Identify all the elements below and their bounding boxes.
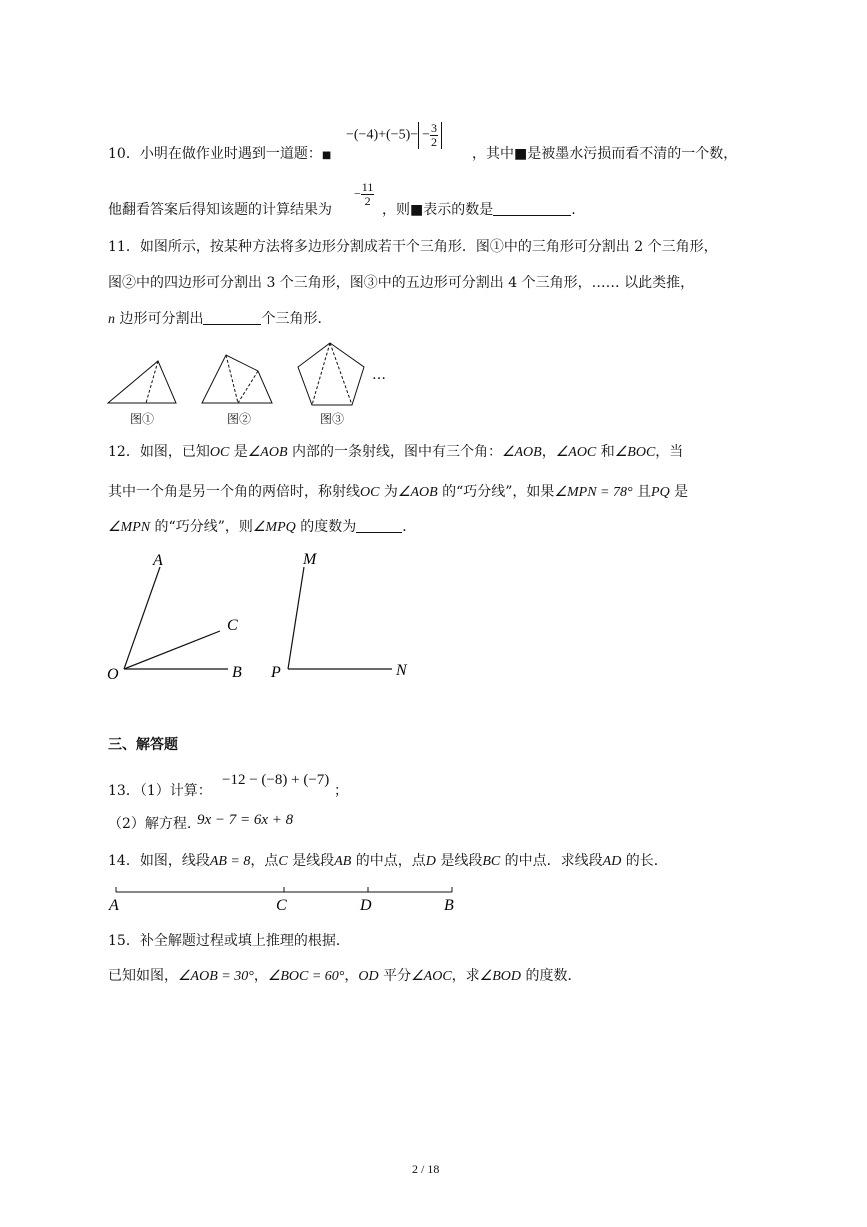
comma: ， bbox=[253, 968, 268, 984]
q10-res-frac bbox=[361, 181, 375, 208]
q10-line2-a: 他翻看答案后得知该题的计算结果为 bbox=[108, 202, 332, 218]
seg-label-D: D bbox=[360, 897, 372, 914]
angle-AOC: ∠AOC bbox=[555, 445, 597, 460]
q10-expression bbox=[346, 122, 442, 149]
q11-line3 bbox=[108, 310, 331, 329]
q14-line bbox=[108, 852, 668, 871]
angle-MPQ: ∠MPQ bbox=[252, 520, 296, 535]
comma: ， bbox=[344, 968, 359, 984]
angle-figures bbox=[100, 545, 430, 690]
q10-line2 bbox=[108, 201, 332, 219]
answer-blank bbox=[493, 203, 571, 216]
q12-l3-a: 的“巧分线”，则 bbox=[150, 519, 253, 535]
ray-PQ: PQ bbox=[651, 485, 670, 500]
q14-ab-eq: AB = 8 bbox=[209, 854, 251, 869]
seg-label-C: C bbox=[276, 897, 287, 914]
q12-l1-c: 内部的一条射线，图中有三个角： bbox=[287, 444, 502, 460]
q14-l-b: ，点 bbox=[250, 853, 279, 869]
label-P: P bbox=[271, 664, 281, 681]
angle-AOB: ∠AOB bbox=[247, 445, 288, 460]
q11-line3-a: 边形可分割出 bbox=[115, 311, 204, 327]
label-A: A bbox=[153, 552, 163, 569]
q12-l3-c: ． bbox=[402, 519, 417, 535]
q10-expr-a: −(−4)+(−5)− bbox=[346, 127, 419, 143]
ray-OC: OC bbox=[209, 445, 230, 460]
answer-blank bbox=[356, 520, 402, 533]
q15-angle-boc: ∠BOC = 60° bbox=[267, 969, 345, 984]
q15-angle-aob: ∠AOB = 30° bbox=[178, 969, 254, 984]
q12-l2-b: 为 bbox=[379, 484, 398, 500]
ray-OC-2: OC bbox=[360, 485, 380, 500]
q12-l2-d: 且 bbox=[632, 484, 652, 500]
q14-point-d: D bbox=[425, 854, 436, 869]
page-number: 2 / 18 bbox=[412, 1162, 440, 1176]
q10-frac-num: 3 bbox=[431, 121, 438, 135]
fig2-label: 图② bbox=[227, 412, 252, 426]
q11-var-n: n bbox=[108, 312, 115, 327]
comma: ， bbox=[541, 444, 556, 460]
q13-l1-a: 13．（1）计算： bbox=[108, 783, 212, 799]
quadrilateral-figure bbox=[202, 355, 272, 403]
q13-line1 bbox=[108, 782, 212, 800]
label-N: N bbox=[396, 662, 407, 679]
q14-l-d: 的中点，点 bbox=[351, 853, 426, 869]
q10-line2-b-wrap bbox=[382, 201, 576, 219]
angle-MPN-eq: ∠MPN = 78° bbox=[554, 485, 633, 500]
q14-segment-ad: AD bbox=[602, 854, 622, 869]
answer-blank bbox=[203, 312, 261, 325]
q10-frac bbox=[430, 122, 438, 149]
q15-l2-d: 的度数． bbox=[521, 968, 582, 984]
q12-l2-a: 其中一个角是另一个角的两倍时，称射线 bbox=[108, 484, 360, 500]
q15-l2-a: 已知如图， bbox=[108, 968, 178, 984]
q13-line2 bbox=[108, 815, 191, 833]
q14-segment-ab: AB bbox=[334, 854, 352, 869]
fig1-label: 图① bbox=[130, 412, 155, 426]
label-B: B bbox=[232, 664, 242, 681]
ink-square: ■ bbox=[321, 150, 332, 161]
q10-res-num: 11 bbox=[361, 180, 374, 194]
abs-bars: − $\frac{3}{2}$ bbox=[418, 122, 442, 149]
seg-label-B: B bbox=[444, 897, 454, 914]
q12-line1 bbox=[108, 443, 683, 462]
q13-l1-b: ； bbox=[334, 783, 348, 799]
q10-text-a: 小明在做作业时遇到一道题： bbox=[139, 146, 322, 162]
q12-line3 bbox=[108, 518, 416, 537]
q12-l2-e: 是 bbox=[669, 484, 689, 500]
conj-he: 和 bbox=[596, 444, 615, 460]
q14-point-c: C bbox=[278, 854, 288, 869]
q15-line2 bbox=[108, 967, 581, 986]
label-M: M bbox=[303, 551, 317, 568]
q14-l-c: 是线段 bbox=[287, 853, 335, 869]
fig3-label: 图③ bbox=[320, 412, 345, 426]
q10-number: 10． bbox=[108, 146, 140, 162]
q13-expr1: −12 − (−8) + (−7) bbox=[222, 772, 330, 788]
q15-angle-bod: ∠BOD bbox=[479, 969, 521, 984]
q12-l3-b: 的度数为 bbox=[295, 519, 357, 535]
q10-res-den: 2 bbox=[364, 194, 371, 208]
q14-l-g: 的长． bbox=[621, 853, 668, 869]
q11-line2: 图②中的四边形可分割出 3 个三角形，图③中的五边形可分割出 4 个三角形，…… 以此类推， bbox=[108, 275, 695, 291]
segment-AB bbox=[116, 887, 452, 892]
q15-l2-b: 平分 bbox=[378, 968, 412, 984]
angle-AOB-2: ∠AOB bbox=[501, 445, 542, 460]
q12-l1-a: 12．如图，已知 bbox=[108, 444, 210, 460]
q10-period: . bbox=[571, 202, 576, 218]
pentagon-figure bbox=[298, 343, 364, 405]
q15-angle-aoc: ∠AOC bbox=[411, 969, 452, 984]
q15-l2-c: ，求 bbox=[451, 968, 480, 984]
ellipsis: … bbox=[372, 367, 386, 383]
q11-line3-b: 个三角形． bbox=[261, 311, 332, 327]
q15-line1: 15．补全解题过程或填上推理的根据． bbox=[108, 933, 350, 949]
q14-segment-bc: BC bbox=[482, 854, 501, 869]
q12-l1-b: 是 bbox=[229, 444, 248, 460]
angle-MPN: ∠MPN bbox=[108, 520, 151, 535]
angle-AOB-3: ∠AOB bbox=[397, 485, 438, 500]
label-O: O bbox=[107, 666, 119, 683]
angle-AOB-figure bbox=[124, 567, 228, 669]
q12-l2-c: 的“巧分线”，如果 bbox=[437, 484, 555, 500]
angle-MPN-figure bbox=[288, 567, 392, 669]
label-C: C bbox=[227, 617, 238, 634]
q11-line1: 11．如图所示，按某种方法将多边形分割成若干个三角形．图①中的三角形可分割出 2 个三角形， bbox=[108, 239, 718, 255]
q10-line1 bbox=[108, 145, 331, 165]
q15-ray-od: OD bbox=[358, 969, 379, 984]
q12-l1-d: ，当 bbox=[655, 444, 684, 460]
q13-l2-a: （2）解方程. bbox=[108, 816, 192, 832]
q10-frac-den: 2 bbox=[431, 135, 438, 149]
q14-l-e: 是线段 bbox=[435, 853, 483, 869]
q10-text-b: ，其中■是被墨水污损而看不清的一个数， bbox=[472, 146, 738, 162]
triangle-figure bbox=[108, 361, 176, 403]
q14-l-a: 14．如图，线段 bbox=[108, 853, 210, 869]
q13-expr2: 9x − 7 = 6x + 8 bbox=[197, 812, 294, 828]
q12-line2 bbox=[108, 483, 688, 502]
q10-result: − $\frac{11}{2}$ bbox=[354, 180, 374, 208]
section-heading: 三、解答题 bbox=[108, 737, 178, 753]
segment-figure bbox=[100, 880, 470, 916]
q14-l-f: 的中点．求线段 bbox=[500, 853, 603, 869]
seg-label-A: A bbox=[109, 897, 119, 914]
q10-line2-b: ，则■表示的数是 bbox=[382, 202, 494, 218]
angle-BOC: ∠BOC bbox=[614, 445, 656, 460]
